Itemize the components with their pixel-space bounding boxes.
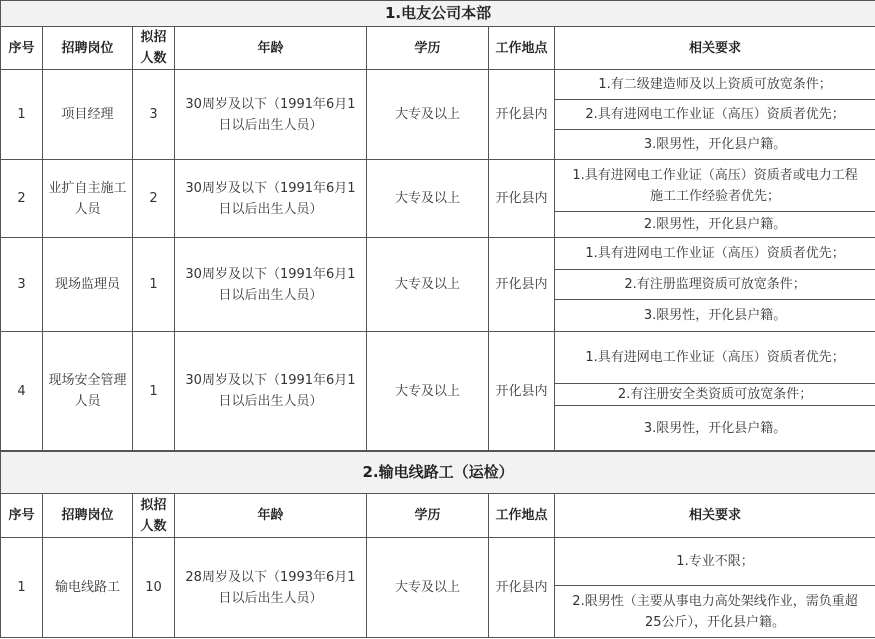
cell-requirement: 1.专业不限； [555,538,875,586]
table-row [1,238,875,270]
cell-no: 4 [1,332,43,451]
cell-position: 输电线路工 [43,538,133,638]
header-location: 工作地点 [489,494,555,538]
cell-requirement: 1.具有进网电工作业证（高压）资质者优先； [555,238,875,270]
header-age: 年龄 [175,494,367,538]
header-education: 学历 [367,27,489,70]
cell-count: 1 [133,332,175,451]
cell-age: 30周岁及以下（1991年6月1 日以后出生人员） [175,332,367,451]
cell-requirement: 2.具有进网电工作业证（高压）资质者优先； [555,100,875,130]
header-no: 序号 [1,494,43,538]
cell-location: 开化县内 [489,332,555,451]
cell-position: 项目经理 [43,70,133,160]
header-location: 工作地点 [489,27,555,70]
cell-education: 大专及以上 [367,238,489,332]
cell-requirement: 3.限男性，开化县户籍。 [555,406,875,451]
cell-position: 现场监理员 [43,238,133,332]
cell-count: 1 [133,238,175,332]
header-education: 学历 [367,494,489,538]
cell-age: 30周岁及以下（1991年6月1 日以后出生人员） [175,160,367,238]
cell-count: 2 [133,160,175,238]
table-row [1,332,875,384]
section-title: 1.电友公司本部 [1,1,875,27]
cell-requirement: 1.具有进网电工作业证（高压）资质者或电力工程 施工工作经验者优先； [555,160,875,212]
header-requirements: 相关要求 [555,27,875,70]
cell-requirement: 2.限男性（主要从事电力高处架线作业，需负重超 25公斤），开化县户籍。 [555,586,875,638]
cell-education: 大专及以上 [367,160,489,238]
cell-position: 现场安全管理 人员 [43,332,133,451]
header-no: 序号 [1,27,43,70]
cell-requirement: 2.限男性，开化县户籍。 [555,212,875,238]
cell-requirement: 3.限男性，开化县户籍。 [555,130,875,160]
table-row [1,538,875,586]
cell-no: 2 [1,160,43,238]
cell-location: 开化县内 [489,538,555,638]
cell-requirement: 1.有二级建造师及以上资质可放宽条件； [555,70,875,100]
header-requirements: 相关要求 [555,494,875,538]
cell-location: 开化县内 [489,160,555,238]
cell-age: 28周岁及以下（1993年6月1 日以后出生人员） [175,538,367,638]
cell-position: 业扩自主施工 人员 [43,160,133,238]
cell-age: 30周岁及以下（1991年6月1 日以后出生人员） [175,70,367,160]
cell-requirement: 2.有注册监理资质可放宽条件； [555,270,875,300]
header-position: 招聘岗位 [43,27,133,70]
cell-education: 大专及以上 [367,538,489,638]
header-count: 拟招 人数 [133,27,175,70]
header-position: 招聘岗位 [43,494,133,538]
section-title: 2.输电线路工（运检） [1,452,875,494]
cell-education: 大专及以上 [367,332,489,451]
header-age: 年龄 [175,27,367,70]
cell-requirement: 3.限男性，开化县户籍。 [555,300,875,332]
cell-education: 大专及以上 [367,70,489,160]
cell-requirement: 1.具有进网电工作业证（高压）资质者优先； [555,332,875,384]
header-count: 拟招 人数 [133,494,175,538]
cell-no: 1 [1,538,43,638]
cell-location: 开化县内 [489,70,555,160]
cell-count: 10 [133,538,175,638]
cell-location: 开化县内 [489,238,555,332]
table-row [1,70,875,100]
cell-no: 3 [1,238,43,332]
cell-age: 30周岁及以下（1991年6月1 日以后出生人员） [175,238,367,332]
table-row [1,160,875,212]
cell-requirement: 2.有注册安全类资质可放宽条件； [555,384,875,406]
recruitment-table-section-2 [0,451,875,638]
cell-no: 1 [1,70,43,160]
cell-count: 3 [133,70,175,160]
